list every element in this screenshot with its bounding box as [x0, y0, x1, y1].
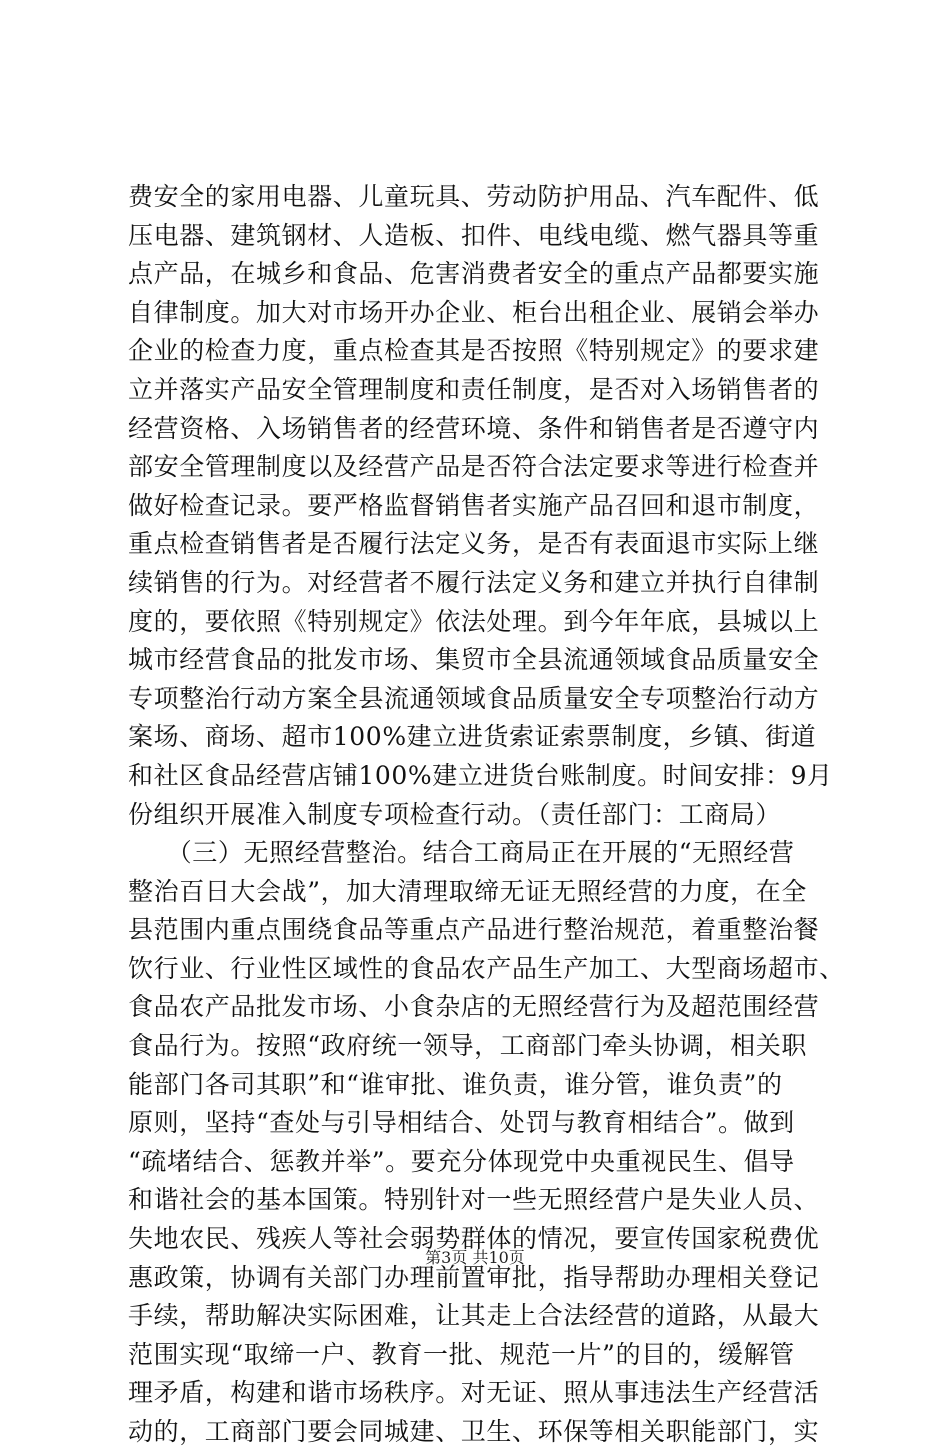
text-line: （三）无照经营整治。结合工商局正在开展的“无照经营 [128, 838, 795, 868]
text-line: 整治百日大会战”，加大清理取缔无证无照经营的力度，在全 [128, 876, 807, 906]
text-line: 手续，帮助解决实际困难，让其走上合法经营的道路，从最大 [128, 1301, 820, 1331]
text-line: 自律制度。加大对市场开办企业、柜台出租企业、展销会举办 [128, 297, 820, 327]
text-line: 饮行业、行业性区域性的食品农产品生产加工、大型商场超市、 [128, 953, 845, 983]
text-line: 企业的检查力度，重点检查其是否按照《特别规定》的要求建 [128, 336, 820, 366]
text-line: 失地农民、残疾人等社会弱势群体的情况，要宣传国家税费优 [128, 1224, 820, 1254]
text-line: 立并落实产品安全管理制度和责任制度，是否对入场销售者的 [128, 374, 820, 404]
text-line: 城市经营食品的批发市场、集贸市全县流通领域食品质量安全 [128, 645, 820, 675]
text-line: 理矛盾，构建和谐市场秩序。对无证、照从事违法生产经营活 [128, 1378, 820, 1408]
text-line: 食品农产品批发市场、小食杂店的无照经营行为及超范围经营 [128, 992, 820, 1022]
text-line: “疏堵结合、惩教并举”。要充分体现党中央重视民生、倡导 [128, 1146, 795, 1176]
text-line: 原则，坚持“查处与引导相结合、处罚与教育相结合”。做到 [128, 1108, 795, 1138]
text-line: 做好检查记录。要严格监督销售者实施产品召回和退市制度， [128, 490, 820, 520]
text-line: 度的，要依照《特别规定》依法处理。到今年年底，县城以上 [128, 606, 820, 636]
text-line: 和谐社会的基本国策。特别针对一些无照经营户是失业人员、 [128, 1185, 820, 1215]
text-line: 范围实现“取缔一户、教育一批、规范一片”的目的，缓解管 [128, 1339, 795, 1369]
text-line: 部安全管理制度以及经营产品是否符合法定要求等进行检查并 [128, 452, 820, 482]
text-line: 点产品，在城乡和食品、危害消费者安全的重点产品都要实施 [128, 259, 820, 289]
text-line: 专项整治行动方案全县流通领域食品质量安全专项整治行动方 [128, 683, 820, 713]
text-line: 压电器、建筑钢材、人造板、扣件、电线电缆、燃气器具等重 [128, 220, 820, 250]
text-line: 份组织开展准入制度专项检查行动。（责任部门：工商局） [128, 799, 782, 829]
text-line: 县范围内重点围绕食品等重点产品进行整治规范，着重整治餐 [128, 915, 820, 945]
text-line: 能部门各司其职”和“谁审批、谁负责，谁分管，谁负责”的 [128, 1069, 783, 1099]
page-number-footer: 第3页 共10页 [425, 1248, 525, 1267]
text-line: 经营资格、入场销售者的经营环境、条件和销售者是否遵守内 [128, 413, 820, 443]
text-line: 惠政策，协调有关部门办理前置审批，指导帮助办理相关登记 [128, 1262, 820, 1292]
text-line: 重点检查销售者是否履行法定义务，是否有表面退市实际上继 [128, 529, 820, 559]
text-line: 续销售的行为。对经营者不履行法定义务和建立并执行自律制 [128, 567, 820, 597]
text-line: 案场、商场、超市100%建立进货索证索票制度，乡镇、街道 [128, 722, 817, 752]
text-line: 动的，工商部门要会同城建、卫生、环保等相关职能部门，实 [128, 1417, 820, 1446]
text-line: 和社区食品经营店铺100%建立进货台账制度。时间安排：9月 [128, 760, 833, 790]
text-line: 费安全的家用电器、儿童玩具、劳动防护用品、汽车配件、低 [128, 182, 820, 211]
text-line: 食品行为。按照“政府统一领导，工商部门牵头协调，相关职 [128, 1031, 807, 1061]
